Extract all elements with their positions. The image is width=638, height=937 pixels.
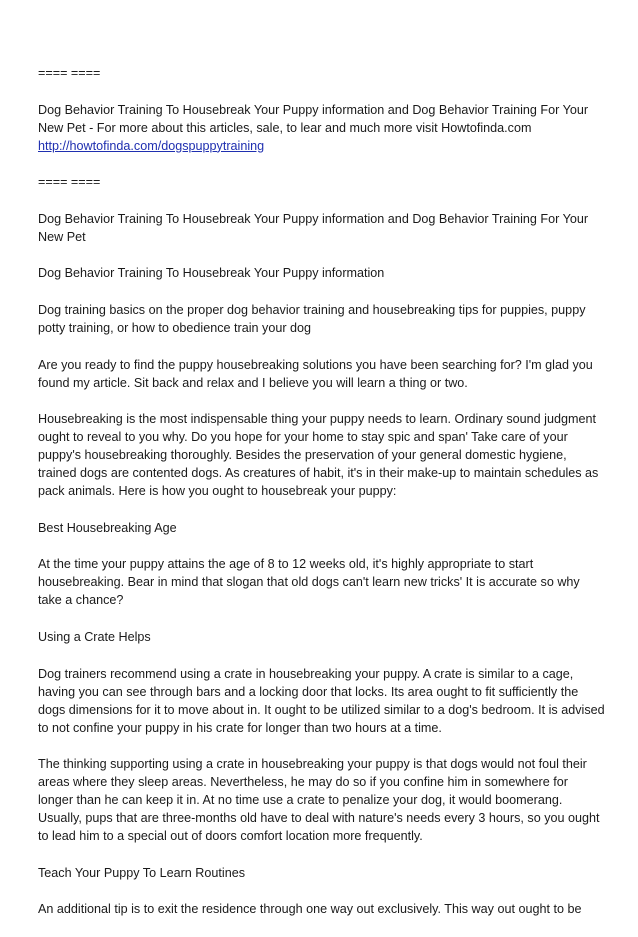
section-heading: Best Housebreaking Age: [38, 520, 177, 535]
separator-bottom: ==== ====: [38, 175, 101, 190]
article-title: Dog Behavior Training To Housebreak Your Puppy information and Dog Behavior Training For Your New Pet: [38, 211, 589, 244]
article-subtitle: Dog Behavior Training To Housebreak Your Puppy information: [38, 266, 385, 281]
paragraph: Dog training basics on the proper dog behavior training and housebreaking tips for puppies, puppy potty training, or how to obedience train your dog: [38, 302, 586, 335]
document-page: [38, 64, 606, 937]
intro-text: Dog Behavior Training To Housebreak Your Puppy information and Dog Behavior Training For Your New Pet - For more about this articles, sale, to lear and much more visit Howtofinda.com: [38, 102, 589, 135]
separator-top: ==== ====: [38, 66, 101, 80]
intro-block: [38, 101, 606, 155]
paragraph: At the time your puppy attains the age of 8 to 12 weeks old, it's highly appropriate to start housebreaking. Bear in mind that slogan that old dogs can't learn new tricks' It is accurate so why take a chance?: [38, 557, 580, 608]
section-heading: Using a Crate Helps: [38, 629, 151, 644]
paragraph: Dog trainers recommend using a crate in housebreaking your puppy. A crate is similar to a cage, having you can see through bars and a locking door that locks. Its area ought to fit sufficiently the dogs dimensions for it to move about in. It ought to be utilized similar to a dog's bedroom. It is advised to not confine your puppy in his crate for longer than two hours at a time.: [38, 666, 605, 735]
paragraph: An additional tip is to exit the residence through one way out exclusively. This way out ought to be: [38, 902, 582, 917]
paragraph: Are you ready to find the puppy housebreaking solutions you have been searching for? I'm glad you found my article. Sit back and relax and I believe you will learn a thing or two.: [38, 357, 593, 390]
paragraph: The thinking supporting using a crate in housebreaking your puppy is that dogs would not foul their areas where they sleep areas. Nevertheless, he may do so if you confine him in somewhere for longer than he can keep it in. At no time use a crate to penalize your dog, it would boomerang. Usually, pups that are three-months old have to deal with nature's needs every 3 hours, so you ought to lead him to a special out of doors comfort location more frequently.: [38, 757, 600, 844]
source-link[interactable]: http://howtofinda.com/dogspuppytraining: [38, 138, 265, 153]
section-heading: Teach Your Puppy To Learn Routines: [38, 865, 246, 880]
paragraph: Housebreaking is the most indispensable thing your puppy needs to learn. Ordinary sound judgment ought to reveal to you why. Do you hope for your home to stay spic and span' Take care of your puppy's housebreaking thoroughly. Besides the preservation of your general domestic hygiene, trained dogs are contented dogs. As creatures of habit, it's in their make-up to maintain schedules as pack animals. Here is how you ought to housebreak your puppy:: [38, 412, 599, 499]
